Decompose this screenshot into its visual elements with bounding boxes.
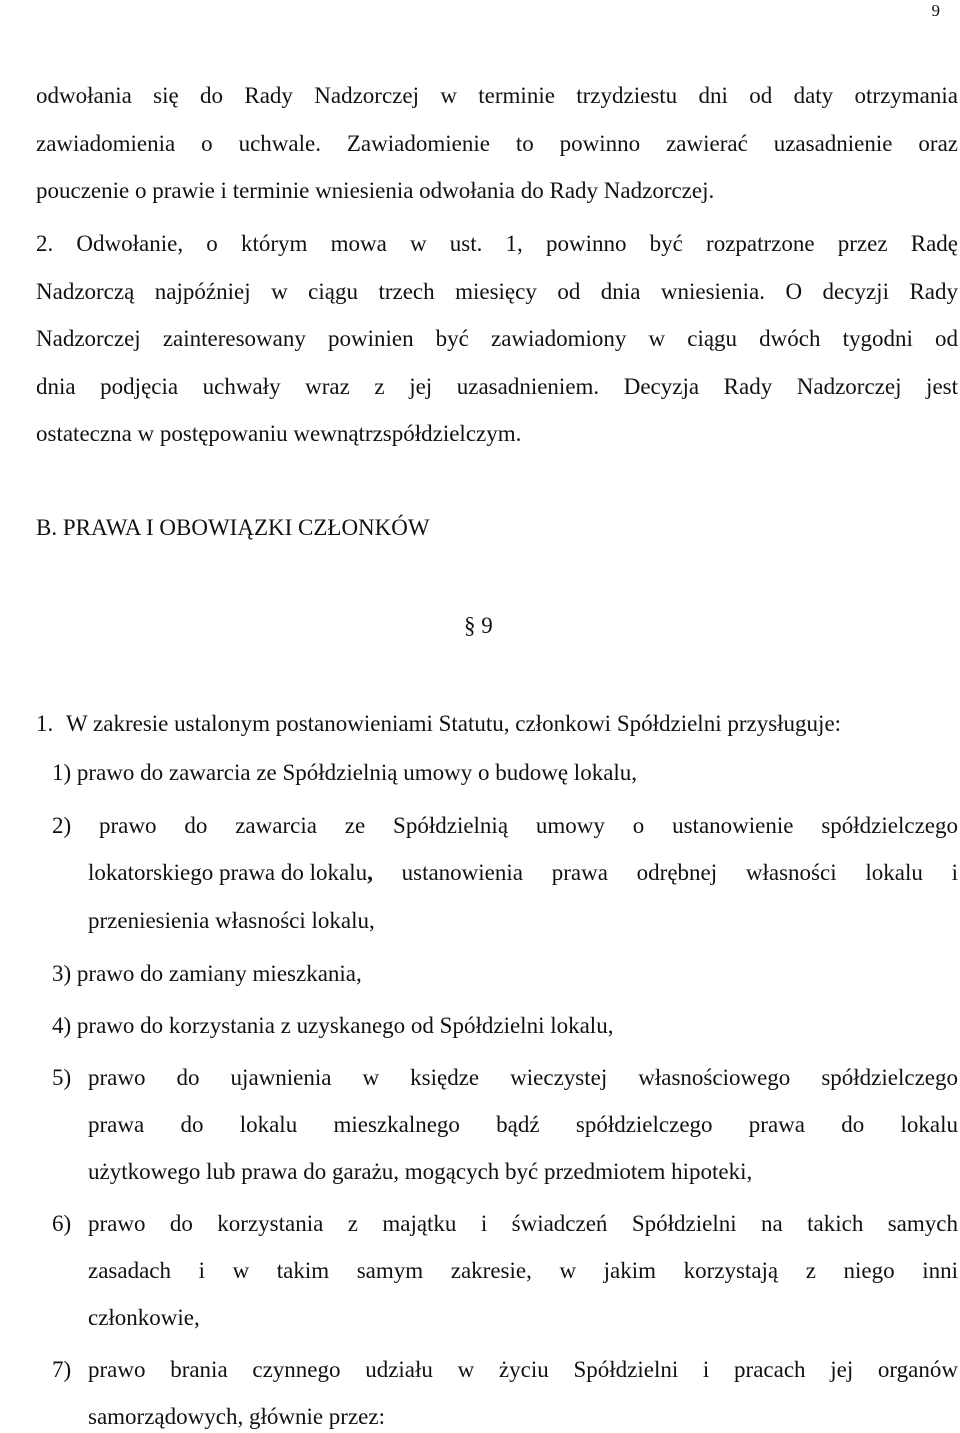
text-line: dnia podjęcia uchwały wraz z jej uzasadnieniem. Decyzja Rady Nadzorczej jest: [36, 374, 958, 399]
section-heading: B. PRAWA I OBOWIĄZKI CZŁONKÓW: [36, 515, 430, 540]
paragraph-sign: § 9: [464, 613, 493, 638]
text-line: użytkowego lub prawa do garażu, mogących być przedmiotem hipoteki,: [88, 1159, 753, 1184]
list-item: 2) prawo do zawarcia ze Spółdzielnią umowy o ustanowienie spółdzielczego: [52, 813, 958, 838]
list-item-number: 6): [52, 1211, 72, 1236]
list-item-number: 7): [52, 1357, 72, 1382]
list-item: 1) prawo do zawarcia ze Spółdzielnią umowy o budowę lokalu,: [52, 760, 638, 785]
text-line: ostateczna w postępowaniu wewnątrzspółdzielczym.: [36, 421, 522, 446]
text-fragment: ustanowienia prawa odrębnej własności lokalu i: [372, 860, 958, 885]
list-item: 3) prawo do zamiany mieszkania,: [52, 961, 362, 986]
text-line: odwołania się do Rady Nadzorczej w terminie trzydziestu dni od daty otrzymania: [36, 83, 958, 108]
page-number: 9: [931, 1, 940, 20]
text-line: pouczenie o prawie i terminie wniesienia odwołania do Rady Nadzorczej.: [36, 178, 715, 203]
text-line: członkowie,: [88, 1305, 200, 1330]
list-item: prawo brania czynnego udziału w życiu Spółdzielni i pracach jej organów: [88, 1357, 958, 1382]
text-line: 2. Odwołanie, o którym mowa w ust. 1, powinno być rozpatrzone przez Radę: [36, 231, 958, 256]
text-line: samorządowych, głównie przez:: [88, 1404, 385, 1429]
text-line: prawa do lokalu mieszkalnego bądź spółdzielczego prawa do lokalu: [88, 1112, 958, 1137]
list-item: prawo do korzystania z majątku i świadczeń Spółdzielni na takich samych: [88, 1211, 958, 1236]
text-line: Nadzorczej zainteresowany powinien być zawiadomiony w ciągu dwóch tygodni od: [36, 326, 958, 351]
list-item: prawo do ujawnienia w księdze wieczystej własnościowego spółdzielczego: [88, 1065, 958, 1090]
list-item-number: 5): [52, 1065, 72, 1090]
text-line: Nadzorczą najpóźniej w ciągu trzech miesięcy od dnia wniesienia. O decyzji Rady: [36, 279, 958, 304]
text-line: przeniesienia własności lokalu,: [88, 908, 375, 933]
text-line: W zakresie ustalonym postanowieniami Statutu, członkowi Spółdzielni przysługuje:: [66, 711, 842, 736]
text-line: zasadach i w takim samym zakresie, w jakim korzystają z niego inni: [88, 1258, 958, 1283]
clause-number: 1.: [36, 711, 54, 736]
list-item: 4) prawo do korzystania z uzyskanego od Spółdzielni lokalu,: [52, 1013, 614, 1038]
text-fragment: lokatorskiego prawa do lokalu,: [88, 860, 373, 885]
text-line: [88, 857, 958, 889]
text-line: zawiadomienia o uchwale. Zawiadomienie to powinno zawierać uzasadnienie oraz: [36, 131, 958, 156]
